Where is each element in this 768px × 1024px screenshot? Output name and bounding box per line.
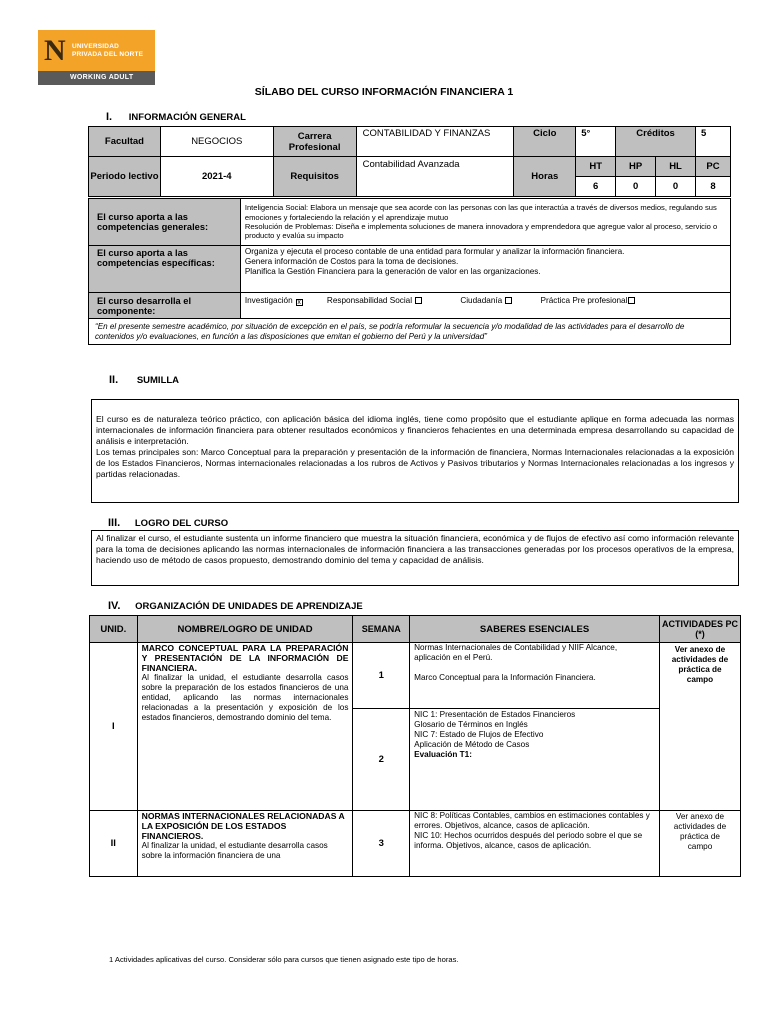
- unit-1-description: [137, 643, 353, 811]
- week-2: 2: [353, 709, 410, 811]
- carrera-label: Carrera Profesional: [273, 127, 356, 157]
- general-competencies-text: [240, 199, 730, 246]
- hp-label: HP: [616, 157, 656, 177]
- component-label: El curso desarrolla el componente:: [89, 293, 241, 319]
- specific-competency-3: Planifica la Gestión Financiera para la generación de valor en las organizaciones.: [244, 267, 541, 276]
- section-number: II.: [109, 374, 119, 386]
- table-row: [90, 643, 741, 709]
- header-unid: UNID.: [90, 616, 138, 643]
- logo-line2: PRIVADA DEL NORTE: [72, 51, 144, 58]
- carrera-value: CONTABILIDAD Y FINANZAS: [356, 127, 514, 157]
- week-1: 1: [353, 643, 410, 709]
- unit-1-logro: Al finalizar la unidad, el estudiante desarrolla casos sobre la preparación de los estados financieros de una entidad, aplicando las normas internacionales relacionadas a la presentación y exposición de los estados financieros, demostrando dominio del tema.: [141, 673, 349, 722]
- section-number: III.: [108, 517, 121, 529]
- footnote: 1 Actividades aplicativas del curso. Considerar sólo para cursos que tienen asignado este tipo de horas.: [109, 955, 459, 964]
- unit-1-title: MARCO CONCEPTUAL PARA LA PREPARACIÓN Y PRESENTACIÓN DE LA INFORMACIÓN DE FINANCIERA.: [141, 643, 349, 673]
- week-1-saber-1: Normas Internacionales de Contabilidad y NIIF Alcance, aplicación en el Perú.: [414, 643, 618, 662]
- week-2-saberes: [410, 709, 660, 811]
- unit-1-activities: Ver anexo de actividades de práctica de campo: [659, 643, 740, 811]
- logo-line1: UNIVERSIDAD: [72, 43, 119, 50]
- requisitos-label: Requisitos: [273, 157, 356, 197]
- sumilla-box: [91, 399, 739, 503]
- table-row: [90, 811, 741, 877]
- option-practica: Práctica Pre profesional: [541, 296, 636, 305]
- ciclo-label: Ciclo: [514, 127, 576, 157]
- header-semana: SEMANA: [353, 616, 410, 643]
- option-ciudadania: Ciudadanía: [460, 296, 512, 305]
- hl-value: 0: [656, 177, 696, 197]
- option-investigacion: Investigación x: [244, 296, 301, 306]
- competencies-table: [88, 198, 731, 345]
- specific-competency-2: Genera información de Costos para la toma de decisiones.: [244, 257, 459, 266]
- section-1-heading: [106, 111, 246, 123]
- unit-2-logro: Al finalizar la unidad, el estudiante desarrolla casos sobre la información financiera de una: [141, 841, 328, 860]
- section-title: ORGANIZACIÓN DE UNIDADES DE APRENDIZAJE: [135, 601, 363, 612]
- horas-label: Horas: [514, 157, 576, 197]
- option-responsabilidad-social: Responsabilidad Social: [327, 296, 422, 305]
- logro-box: Al finalizar el curso, el estudiante sustenta un informe financiero que muestra la situación financiera, económica y de flujos de efectivo así como información relevante para la toma de decisiones aplicando las normas internacionales de información financiera a las transacciones generadas por los procesos operativos de la empresa, haciendo uso de método de casos propuesto, demostrando dominio del tema y capacidad de análisis.: [91, 530, 739, 586]
- section-title: LOGRO DEL CURSO: [134, 518, 229, 529]
- logo-mark: N: [44, 34, 66, 67]
- university-logo: [38, 30, 155, 85]
- creditos-value: 5: [695, 127, 730, 157]
- section-4-heading: [108, 600, 363, 612]
- pc-label: PC: [695, 157, 730, 177]
- general-competency-2: Resolución de Problemas: Diseña e implementa soluciones de manera innovadora y emprendedora que agregue valor al proceso, servicio o producto y evalúa su impacto: [244, 222, 718, 241]
- section-title: INFORMACIÓN GENERAL: [128, 112, 246, 123]
- unit-1-number: I: [90, 643, 138, 811]
- week-2-saber-3: NIC 7: Estado de Flujos de Efectivo: [414, 730, 544, 739]
- general-info-table: [88, 126, 731, 197]
- logo-name: [72, 43, 143, 59]
- pc-value: 8: [695, 177, 730, 197]
- units-header-row: [90, 616, 741, 643]
- week-3-saber-2: NIC 10: Hechos ocurridos después del periodo sobre el que se informa. Objetivos, alcance, casos de aplicación.: [414, 831, 643, 850]
- sumilla-paragraph-1: El curso es de naturaleza teórico práctico, con aplicación básica del idioma inglés, tiene como propósito que el estudiante aplique en forma adecuada las normas internacionales de información financiera para obtener resultados económicos y financieros fehacientes en una determinada empresa desarrollando su capacidad de análisis e interpretación.: [96, 414, 734, 446]
- week-3-saber-1: NIC 8: Políticas Contables, cambios en estimaciones contables y errores. Objetivos, alcance, casos de aplicación.: [414, 811, 650, 830]
- unit-2-title: NORMAS INTERNACIONALES RELACIONADAS A LA EXPOSICIÓN DE LOS ESTADOS FINANCIEROS.: [141, 811, 345, 841]
- responsabilidad-social-checkbox[interactable]: [415, 297, 422, 304]
- specific-competencies-label: El curso aporta a las competencias específicas:: [89, 246, 241, 293]
- week-2-saber-1: NIC 1: Presentación de Estados Financieros: [414, 710, 576, 719]
- general-competencies-label: El curso aporta a las competencias generales:: [89, 199, 241, 246]
- ht-value: 6: [576, 177, 616, 197]
- sumilla-paragraph-2: Los temas principales son: Marco Conceptual para la preparación y presentación de la información de financiera, Normas Internacionales relacionadas a la exposición de los Estados Financieros, Normas internacionales relacionadas a los rubros de Activos y Pasivos tributarios y Normas Internacionales relacionadas a los ingresos y partidas relacionadas.: [96, 447, 734, 479]
- section-number: I.: [106, 111, 113, 123]
- week-1-saberes: [410, 643, 660, 709]
- facultad-label: Facultad: [89, 127, 161, 157]
- hl-label: HL: [656, 157, 696, 177]
- practica-checkbox[interactable]: [628, 297, 635, 304]
- general-competency-1: Inteligencia Social: Elabora un mensaje que sea acorde con las personas con las que interactúa a través de diversos medios, regulando sus emociones y fortaleciendo la relación y el aprendizaje mutuo: [244, 203, 717, 222]
- unit-2-description: [137, 811, 353, 877]
- creditos-label: Créditos: [616, 127, 696, 157]
- document-title: SÍLABO DEL CURSO INFORMACIÓN FINANCIERA 1: [254, 86, 514, 98]
- week-2-saber-2: Glosario de Términos en Inglés: [414, 720, 528, 729]
- facultad-value: NEGOCIOS: [160, 127, 273, 157]
- section-2-heading: [109, 374, 179, 386]
- periodo-label: Periodo lectivo: [89, 157, 161, 197]
- ht-label: HT: [576, 157, 616, 177]
- units-table: [89, 615, 741, 877]
- exception-note: “En el presente semestre académico, por situación de excepción en el país, se podría reformular la secuencia y/o modalidad de las actividades para el desarrollo de contenidos y/o evaluaciones, en función a las disposiciones que emitan el gobierno del Perú y la universidad”: [89, 319, 731, 345]
- week-1-saber-2: Marco Conceptual para la Información Financiera.: [414, 673, 596, 682]
- hp-value: 0: [616, 177, 656, 197]
- logo-bar: WORKING ADULT: [38, 71, 155, 85]
- header-nombre: NOMBRE/LOGRO DE UNIDAD: [137, 616, 353, 643]
- requisitos-value: Contabilidad Avanzada: [356, 157, 514, 197]
- header-actividades: ACTIVIDADES PC (*): [659, 616, 740, 643]
- specific-competency-1: Organiza y ejecuta el proceso contable de una entidad para formular y analizar la información financiera.: [244, 247, 625, 256]
- section-title: SUMILLA: [136, 375, 180, 386]
- week-3-saberes: [410, 811, 660, 877]
- section-3-heading: [108, 517, 228, 529]
- week-2-saber-4: Aplicación de Método de Casos: [414, 740, 530, 749]
- component-options: [240, 293, 730, 319]
- periodo-value: 2021-4: [160, 157, 273, 197]
- ciclo-value: 5°: [576, 127, 616, 157]
- week-3: 3: [353, 811, 410, 877]
- section-number: IV.: [108, 600, 121, 612]
- ciudadania-checkbox[interactable]: [505, 297, 512, 304]
- specific-competencies-text: [240, 246, 730, 293]
- week-2-saber-5: Evaluación T1:: [414, 750, 472, 759]
- unit-2-number: II: [90, 811, 138, 877]
- investigacion-checkbox[interactable]: x: [297, 299, 301, 306]
- header-saberes: SABERES ESENCIALES: [410, 616, 660, 643]
- unit-2-activities: Ver anexo de actividades de práctica de campo: [659, 811, 740, 877]
